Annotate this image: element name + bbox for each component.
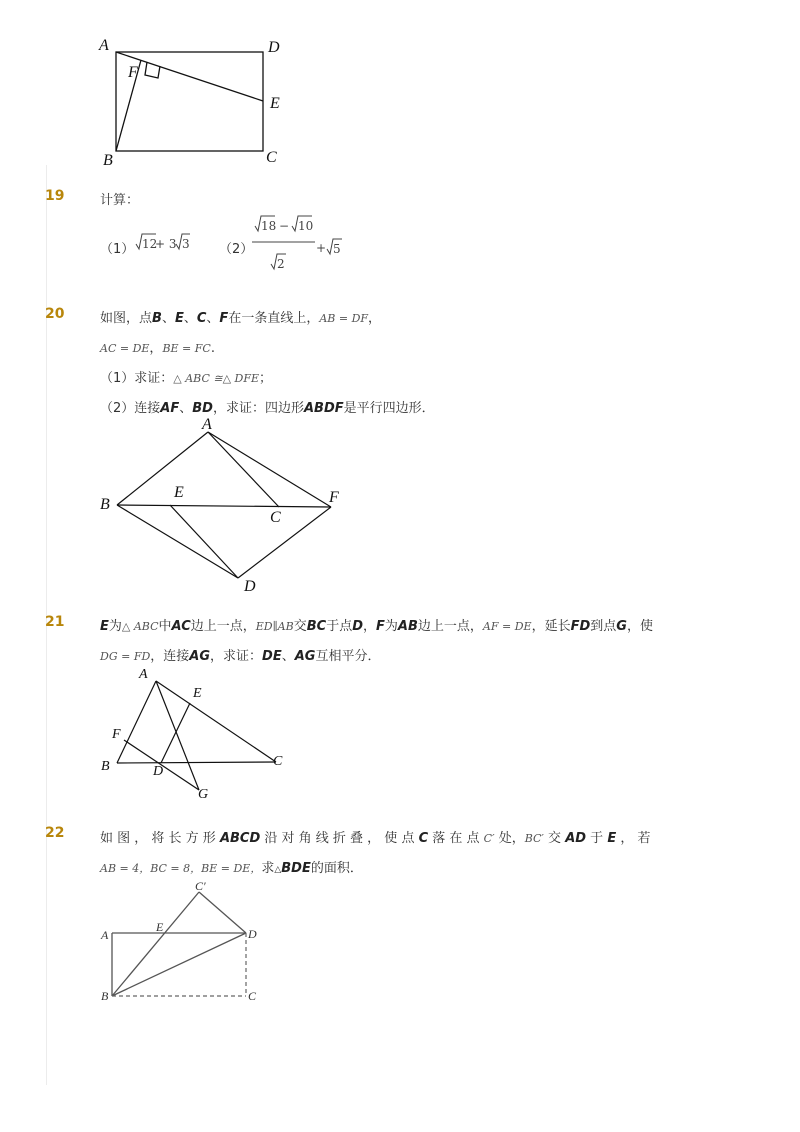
- q21-label-d: D: [153, 764, 164, 779]
- q22-line2: AB = 4，BC = 8，BE = DE，求△BDE的面积．: [100, 861, 363, 876]
- q22-label-b: B: [101, 989, 109, 1003]
- q19-part2-label: （2）: [219, 242, 254, 257]
- q20-line4: （2）连接AF、BD，求证：四边形ABDF是平行四边形．: [100, 401, 435, 416]
- q22-label-c-prime: C′: [195, 879, 206, 893]
- segment-bf: [116, 60, 141, 151]
- q20-label-b: B: [100, 496, 110, 513]
- q21-label-g: G: [198, 787, 209, 802]
- label-a: A: [99, 37, 109, 54]
- q19-radicand-3: 3: [182, 237, 190, 251]
- q22-label-c: C: [248, 989, 257, 1003]
- right-angle-mark: [145, 62, 160, 78]
- q21-line2: DG = FD，连接AG，求证：DE、AG互相平分．: [100, 649, 381, 664]
- q19-radicand-10: 10: [298, 219, 314, 233]
- q21-label-e: E: [193, 686, 202, 701]
- q19-mid: + 3: [155, 237, 177, 251]
- q19-part1-label: （1）: [100, 242, 135, 257]
- q19-radicand-5: 5: [333, 242, 341, 256]
- label-b: B: [103, 152, 113, 169]
- q19-minus: −: [279, 219, 290, 233]
- q19-prompt: 计算：: [100, 193, 140, 208]
- label-e: E: [270, 95, 280, 112]
- q20-line3: （1）求证：△ ABC ≅△ DFE；: [100, 371, 273, 386]
- q21-label-f: F: [112, 727, 121, 742]
- q20-line1: 如图，点B、E、C、F在一条直线上，AB = DF，: [100, 311, 382, 326]
- question-number-22: 22: [45, 825, 65, 841]
- q22-label-e: E: [156, 920, 164, 934]
- q19-radicand-12: 12: [142, 237, 158, 251]
- q20-label-f: F: [329, 489, 339, 506]
- label-f: F: [128, 64, 138, 81]
- q20-label-e: E: [174, 484, 184, 501]
- q20-label-d: D: [244, 578, 256, 595]
- rect-abcd: [116, 52, 263, 151]
- question-number-20: 20: [45, 306, 65, 322]
- q19-plus: +: [316, 241, 327, 255]
- q19-radicand-18: 18: [261, 219, 277, 233]
- q22-label-a: A: [101, 928, 109, 942]
- segment-ae: [116, 52, 263, 101]
- q21-label-b: B: [101, 759, 110, 774]
- q22-label-d: D: [248, 927, 257, 941]
- question-number-19: 19: [45, 188, 65, 204]
- q20-label-a: A: [202, 416, 212, 433]
- q22-line1: 如 图 ， 将 长 方 形 ABCD 沿 对 角 线 折 叠 ， 使 点 C 落 在 点 C′ 处，BC′ 交 AD 于 E ， 若: [100, 831, 651, 846]
- q20-label-c: C: [270, 509, 281, 526]
- q21-label-a: A: [139, 667, 148, 682]
- q20-line2: AC = DE，BE = FC.: [100, 341, 215, 356]
- label-c: C: [266, 149, 277, 166]
- question-number-21: 21: [45, 614, 65, 630]
- q19-radicand-2: 2: [277, 257, 285, 271]
- q21-label-c: C: [273, 754, 283, 769]
- label-d: D: [268, 39, 280, 56]
- q21-line1: E为△ ABC中AC边上一点，ED∥AB交BC于点D，F为AB边上一点，AF = DE，延长FD到点G，使: [100, 619, 653, 634]
